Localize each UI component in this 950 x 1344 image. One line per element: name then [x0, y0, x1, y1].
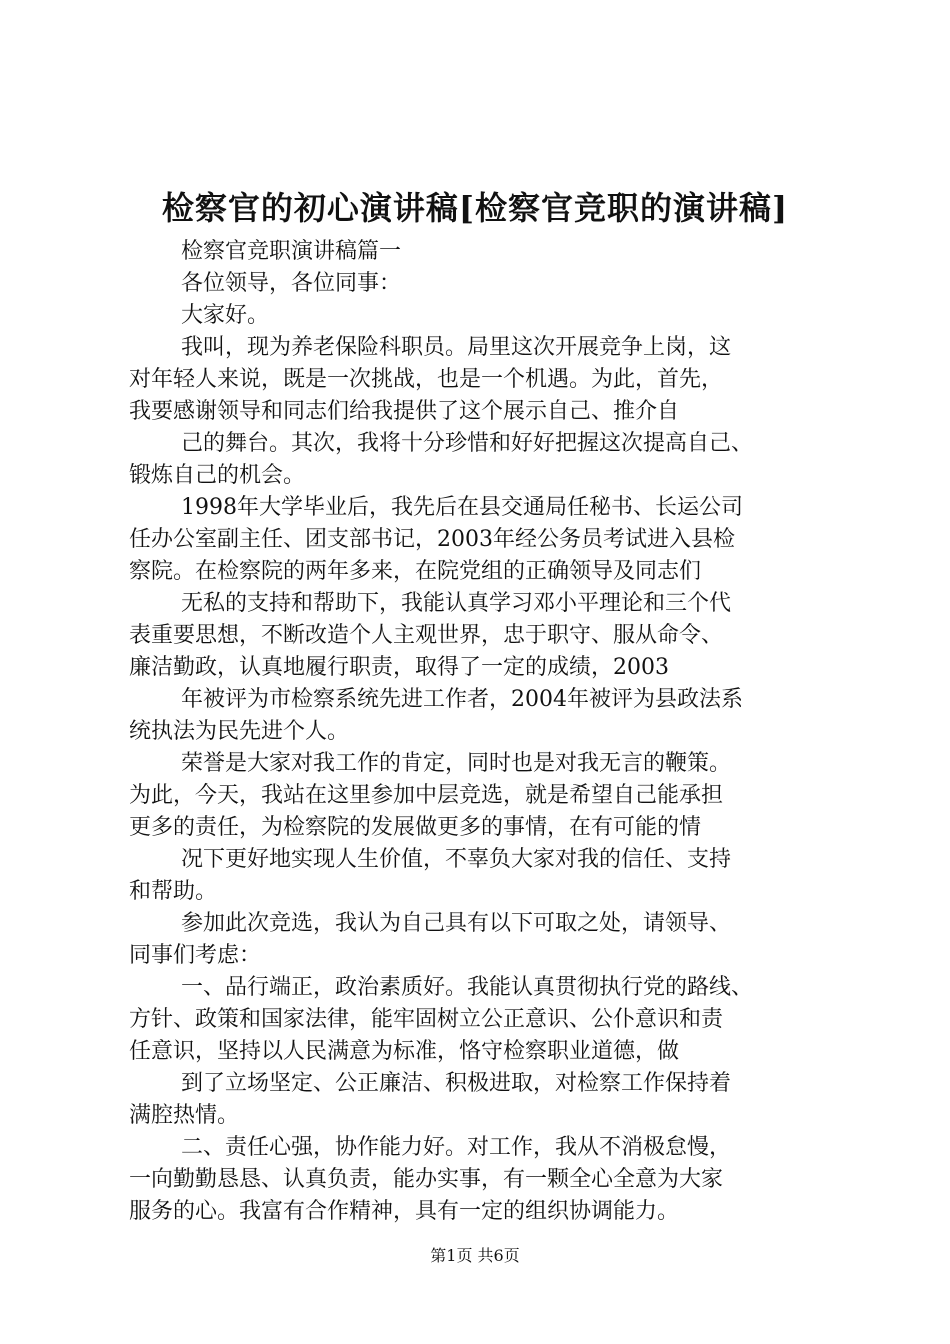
- body-line: 更多的责任，为检察院的发展做更多的事情，在有可能的情: [129, 815, 702, 840]
- body-line: 察院。在检察院的两年多来，在院党组的正确领导及同志们: [129, 559, 702, 584]
- page-number-footer: 第1页 共6页: [430, 1246, 520, 1265]
- body-line: 同事们考虑：: [129, 943, 262, 968]
- body-line: 检察官竞职演讲稿篇一: [181, 239, 402, 264]
- document-title: 检察官的初心演讲稿[检察官竞职的演讲稿]: [161, 189, 789, 227]
- document-body: [129, 236, 831, 1228]
- body-line: 参加此次竞选，我认为自己具有以下可取之处，请领导、: [181, 911, 732, 936]
- body-line: 各位领导，各位同事：: [181, 271, 402, 296]
- body-line: 统执法为民先进个人。: [129, 719, 350, 744]
- body-line: 和帮助。: [129, 879, 218, 904]
- body-line: 二、责任心强，协作能力好。对工作，我从不消极怠慢，: [181, 1135, 732, 1160]
- body-line: 无私的支持和帮助下，我能认真学习邓小平理论和三个代: [181, 591, 732, 616]
- body-line: 满腔热情。: [129, 1103, 240, 1128]
- body-line: 表重要思想，不断改造个人主观世界，忠于职守、服从命令、: [129, 623, 724, 648]
- body-line: 锻炼自己的机会。: [129, 463, 306, 488]
- body-line: 年被评为市检察系统先进工作者，2004年被评为县政法系: [181, 687, 743, 712]
- body-line: 到了立场坚定、公正廉洁、积极进取，对检察工作保持着: [181, 1071, 732, 1096]
- body-line: 廉洁勤政，认真地履行职责，取得了一定的成绩，2003: [129, 655, 669, 680]
- body-line: 况下更好地实现人生价值，不辜负大家对我的信任、支持: [181, 847, 732, 872]
- body-line: 我叫，现为养老保险科职员。局里这次开展竞争上岗，这: [181, 335, 732, 360]
- body-line: 服务的心。我富有合作精神，具有一定的组织协调能力。: [129, 1199, 680, 1224]
- body-line: 对年轻人来说，既是一次挑战，也是一个机遇。为此，首先，: [129, 367, 724, 392]
- body-line: 方针、政策和国家法律，能牢固树立公正意识、公仆意识和责: [129, 1007, 724, 1032]
- body-line: 为此，今天，我站在这里参加中层竞选，就是希望自己能承担: [129, 783, 724, 808]
- body-line: 任办公室副主任、团支部书记，2003年经公务员考试进入县检: [129, 527, 735, 552]
- body-line: 一向勤勤恳恳、认真负责，能办实事，有一颗全心全意为大家: [129, 1167, 724, 1192]
- body-line: 己的舞台。其次，我将十分珍惜和好好把握这次提高自己、: [181, 431, 754, 456]
- body-line: 荣誉是大家对我工作的肯定，同时也是对我无言的鞭策。: [181, 751, 732, 776]
- body-line: 一、品行端正，政治素质好。我能认真贯彻执行党的路线、: [181, 975, 754, 1000]
- body-line: 任意识，坚持以人民满意为标准，恪守检察职业道德，做: [129, 1039, 680, 1064]
- body-line: 1998年大学毕业后，我先后在县交通局任秘书、长运公司: [181, 495, 743, 520]
- body-line: 大家好。: [181, 303, 270, 328]
- body-line: 我要感谢领导和同志们给我提供了这个展示自己、推介自: [129, 399, 680, 424]
